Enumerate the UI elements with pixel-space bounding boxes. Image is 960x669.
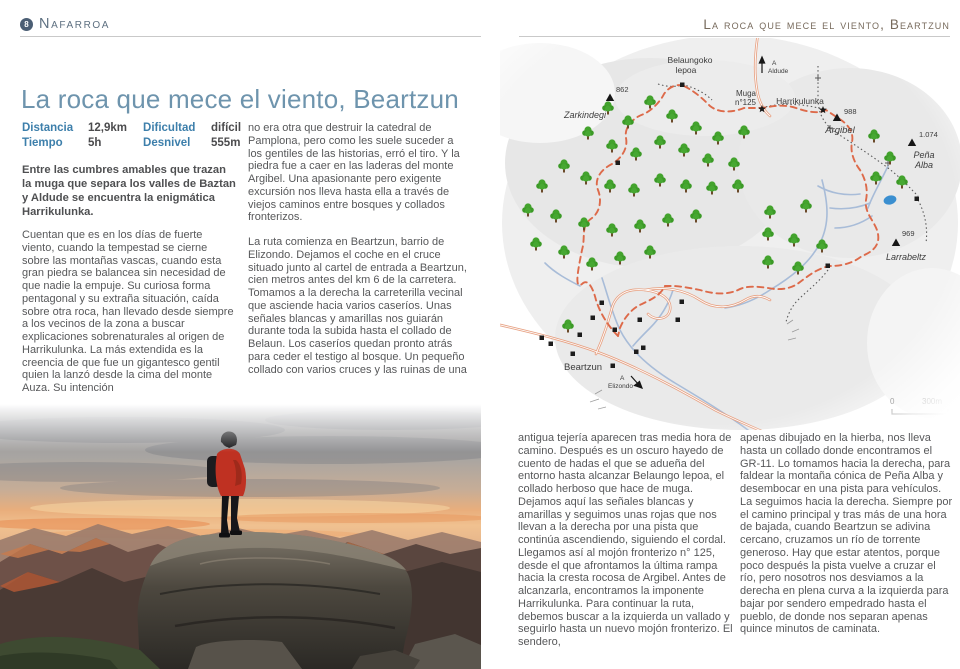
stat-value-desnivel: 555m — [211, 137, 241, 149]
region-name: Nafarroa — [39, 16, 111, 32]
harrikulunka-rock — [138, 532, 412, 669]
paragraph: La ruta comienza en Beartzun, barrio de Elizondo. Dejamos el coche en el cruce situado junto al cartel de entrada a Beartzun, cien metros antes del km 6 de la carretera. Tomamos a la derecha la carreterilla vecinal que asciende hacia varios caseríos. Unas señales blancas y amarillas nos guiarán durante toda la subida hasta el collado de Belaun. Los caseríos quedan pronto atrás para ceder el testigo al bosque. Un pequeño collado con varios cruces y las ruinas de una — [248, 236, 467, 376]
header-rule-left — [20, 36, 481, 37]
article-title: La roca que mece el viento, Beartzun — [21, 84, 459, 114]
lead-paragraph: Entre las cumbres amables que trazan la muga que separa los valles de Baztan y Aldude se encuentra la enigmática Harrikulunka. — [22, 164, 236, 218]
paragraph: Cuentan que es en los días de fuerte viento, cuando la tempestad se cierne sobre las montañas vascas, cuando esta gran piedra se balancea sin necesidad de que nadie la empuje. Su curiosa forma pentagonal y su extraña situación, caída sobre otra roca, han llevado desde siempre a los vecinos de la zona a buscar explicaciones sobrenaturales al origen de Harrikulunka. La más extendida es la creencia de que fue un gigantesco gentil quien la lanzó desde la cima del monte Auza. Su intención — [22, 229, 234, 394]
running-title: La roca que mece el viento, Beartzun — [703, 17, 950, 32]
stat-value-dificultad: difícil — [211, 122, 242, 134]
stats-column-a — [22, 122, 127, 149]
stat-label-tiempo: Tiempo — [22, 137, 63, 149]
region-number-badge: 8 — [20, 18, 33, 31]
route-map — [500, 38, 960, 430]
paragraph: apenas dibujado en la hierba, nos lleva hasta un collado donde encontramos el GR-11. Lo tomamos hacia la derecha, para faldear la montaña cónica de Peña Alba y desembocar en una pista para vehículos. La seguimos hacia la derecha. Siempre por el camino principal y tras más de una hora de bajada, cuando Beartzun se adivina cercano, cruzamos un río de torrente generoso. Hay que estar atentos, porque poco después la pista vuelve a cruzar el río, pero nosotros nos desviamos a la derecha en plena curva a la izquierda para bajar por sendero empedrado hasta el pueblo, de donde nos separan apenas quince minutos de caminata. — [740, 432, 953, 636]
body-column-2 — [248, 122, 467, 388]
stats-column-b — [143, 122, 241, 149]
photo-top-fade — [0, 404, 481, 452]
route-stats — [22, 122, 241, 149]
paragraph: no era otra que destruir la catedral de Pamplona, pero como les suele suceder a los gentiles de las historias, erró el tiro. Y la piedra fue a caer en las laderas del monte Argibel. Una apasionante pero exigente excursión nos lleva hasta ella a través de viejos caminos entre bosques y collados fronterizos. — [248, 122, 460, 224]
body-column-3 — [518, 432, 734, 661]
hiker-boot-front — [230, 531, 242, 536]
photo-hiker-harrikulunka — [0, 404, 481, 669]
route-map-svg — [500, 38, 960, 430]
stat-label-dificultad: Dificultad — [143, 122, 196, 134]
page-header-left — [20, 16, 110, 32]
paragraph: antigua tejería aparecen tras media hora de camino. Después es un oscuro hayedo de cuento de hadas el que se adueña del entorno hasta alcanzar Belaungo lepoa, el collado herboso que hace de muga. Dejamos aquí las señales blancas y amarillas y seguimos unas rojas que nos llevan a la derecha por una pista que continúa ascendiendo, siguiendo el cordal. Llegamos así al mojón fronterizo n° 125, desde el que afrontamos la última rampa hacia la cresta rocosa de Argibel. Antes de alcanzarla, encontramos la imponente Harrikulunka. Para continuar la ruta, debemos buscar a la izquierda un vallado y seguirlo hasta un nuevo mojón fronterizo. El sendero, — [518, 432, 733, 648]
header-rule-right — [519, 36, 950, 37]
hiker-boot-back — [219, 533, 230, 538]
photo-svg — [0, 404, 481, 669]
map-edge-fade — [500, 38, 960, 430]
stat-label-desnivel: Desnivel — [143, 137, 191, 149]
stat-label-distancia: Distancia — [22, 122, 74, 134]
body-column-4 — [740, 432, 953, 648]
body-column-1 — [22, 229, 236, 407]
stat-value-distancia: 12,9km — [88, 122, 128, 134]
stat-value-tiempo: 5h — [88, 137, 102, 149]
